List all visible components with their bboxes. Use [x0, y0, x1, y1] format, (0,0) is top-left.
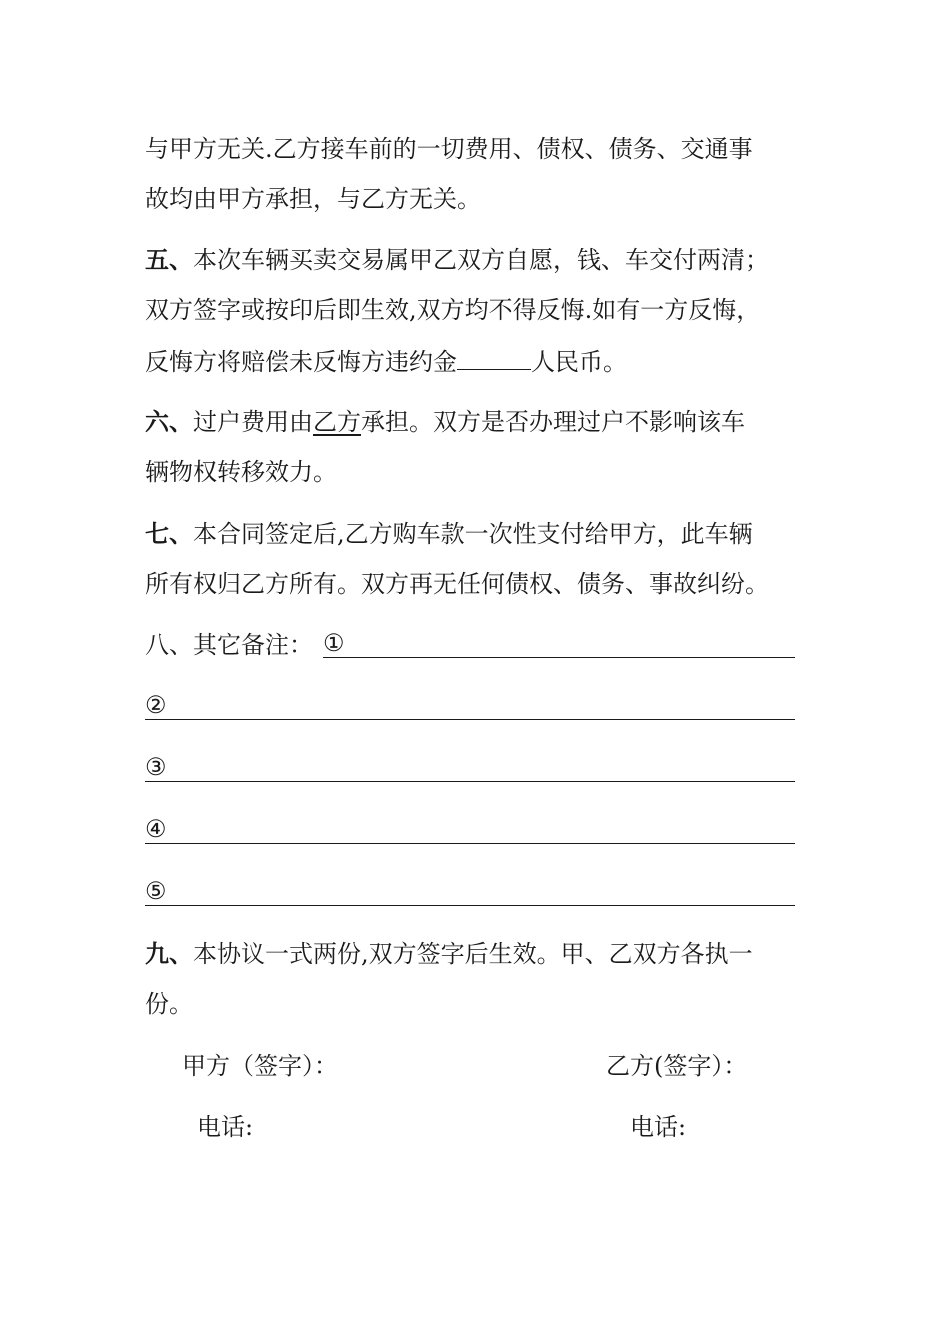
remark-number-2: ②: [145, 691, 167, 719]
clause-eight-remarks: [145, 630, 795, 660]
remark-underline: [145, 905, 795, 906]
clause-eight-label: 八、其它备注：: [145, 631, 313, 659]
remark-underline: [145, 843, 795, 844]
remark-field-1[interactable]: [323, 629, 795, 658]
clause-five-line-3: [145, 345, 627, 377]
remark-number-4: ④: [145, 815, 167, 843]
clause-continuation-line-2: 故均由甲方承担，与乙方无关。: [145, 185, 481, 213]
clause-nine-line-2: 份。: [145, 990, 193, 1018]
remark-field-4[interactable]: [145, 804, 795, 844]
clause-six-line-2: 辆物权转移效力。: [145, 458, 337, 486]
clause-six-text-b: 承担。双方是否办理过户不影响该车: [361, 408, 745, 436]
clause-nine-line-1: [145, 939, 753, 969]
clause-six-text-a: 过户费用由: [193, 408, 313, 436]
clause-seven-number: 七、: [145, 519, 193, 548]
remark-field-3[interactable]: [145, 742, 795, 782]
clause-six-number: 六、: [145, 407, 193, 436]
clause-five-number: 五、: [145, 245, 193, 274]
clause-five-currency: 人民币。: [531, 348, 627, 376]
party-a-signature-label: 甲方（签字）：: [182, 1052, 338, 1080]
party-b-signature-label: 乙方(签字）：: [606, 1052, 748, 1080]
remark-underline: [145, 719, 795, 720]
remark-underline: [145, 781, 795, 782]
clause-nine-text: 本协议一式两份,双方签字后生效。甲、乙双方各执一: [193, 940, 753, 968]
remark-field-2[interactable]: [145, 680, 795, 720]
party-a-phone-label: 电话:: [197, 1113, 254, 1141]
penalty-amount-blank[interactable]: [457, 345, 531, 370]
clause-continuation-line-1: 与甲方无关.乙方接车前的一切费用、债权、债务、交通事: [145, 135, 753, 163]
remark-number-1: ①: [323, 629, 345, 657]
clause-six-line-1: [145, 407, 745, 437]
clause-seven-line-1: [145, 519, 753, 549]
remark-number-5: ⑤: [145, 877, 167, 905]
clause-nine-number: 九、: [145, 939, 193, 968]
party-b-phone-label: 电话:: [630, 1113, 687, 1141]
clause-seven-line-2: 所有权归乙方所有。双方再无任何债权、债务、事故纠纷。: [145, 570, 769, 598]
remark-field-5[interactable]: [145, 866, 795, 906]
clause-five-line-2: 双方签字或按印后即生效,双方均不得反悔.如有一方反悔，: [145, 296, 761, 324]
clause-five-text: 本次车辆买卖交易属甲乙双方自愿，钱、车交付两清；: [193, 246, 769, 274]
clause-five-line-1: [145, 245, 769, 275]
remark-number-3: ③: [145, 753, 167, 781]
clause-seven-text: 本合同签定后,乙方购车款一次性支付给甲方，此车辆: [193, 520, 753, 548]
clause-six-party: 乙方: [313, 408, 361, 436]
clause-five-penalty-text: 反悔方将赔偿未反悔方违约金: [145, 348, 457, 376]
